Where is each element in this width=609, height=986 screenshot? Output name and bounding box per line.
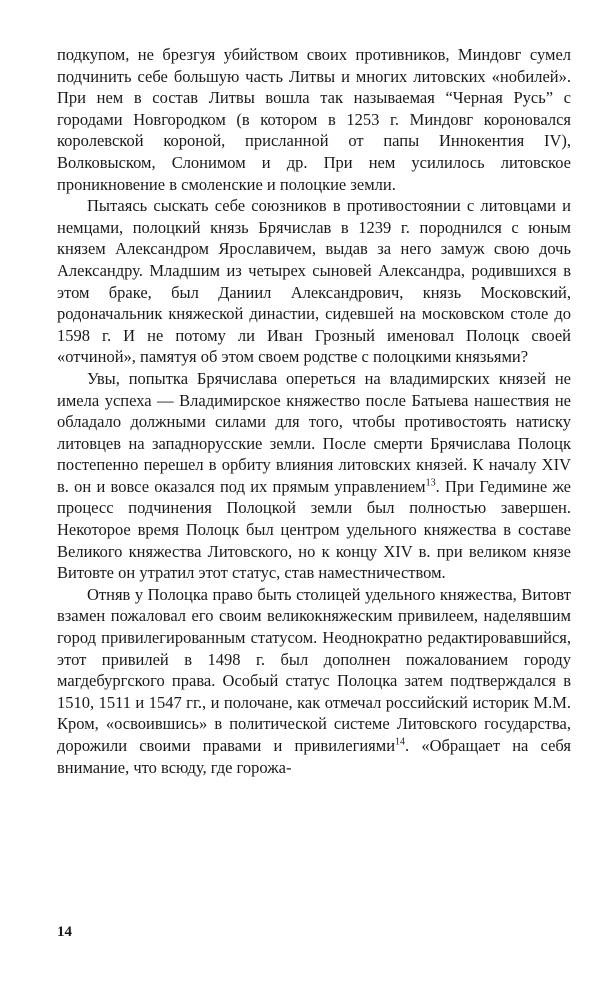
paragraph-2: [57, 195, 571, 368]
paragraph-3: [57, 368, 571, 584]
page-body: [57, 44, 571, 778]
paragraph-4-text-after: . «Обращает на себя внимание, что всюду, где горожа-: [57, 736, 571, 777]
footnote-ref-13[interactable]: 13: [425, 477, 436, 489]
paragraph-3-text-after: . При Гедимине же процесс подчинения Полоцкой земли был полностью завершен. Некоторое время Полоцк был центром удельного княжества в составе Великого княжества Литовского, но к концу XIV в. при великом князе Витовте он утратил этот статус, став наместничеством.: [57, 476, 571, 583]
paragraph-4-text: Отняв у Полоцка право быть столицей удельного княжества, Витовт взамен пожаловал его своим великокняжеским привилеем, наделявшим город привилегированным статусом. Неоднократно редактировавшийся, этот привилей в 1498 г. был дополнен пожалованием городу магдебургского права. Особый статус Полоцка затем подтверждался в 1510, 1511 и 1547 гг., и полочане, как отмечал российский историк М.М. Кром, «освоившись» в политической системе Литовского государства, дорожили своими правами и привилегиями: [57, 584, 571, 755]
paragraph-3-text: Увы, попытка Брячислава опереться на владимирских князей не имела успеха — Владимирское княжество после Батыева нашествия не обладало должными силами для того, чтобы противостоять натиску литовцев на западнорусские земли. После смерти Брячислава Полоцк постепенно перешел в орбиту влияния литовских князей. К началу XIV в. он и вовсе оказался под их прямым управлением: [57, 368, 571, 496]
paragraph-1-text: подкупом, не брезгуя убийством своих противников, Миндовг сумел подчинить себе большую часть Литвы и многих литовских «нобилей». При нем в состав Литвы вошла так называемая “Черная Русь” с городами Новгородком (в котором в 1253 г. Миндовг короновался королевской короной, присланной от папы Иннокентия IV), Волковыском, Слонимом и др. При нем усилилось литовское проникновение в смоленские и полоцкие земли.: [57, 45, 571, 194]
paragraph-2-text: Пытаясь сыскать себе союзников в противостоянии с литовцами и немцами, полоцкий князь Брячислав в 1239 г. породнился с юным князем Александром Ярославичем, выдав за него замуж свою дочь Александру. Младшим из четырех сыновей Александра, родившихся в этом браке, был Даниил Александрович, князь Московский, родоначальник княжеской династии, сидевшей на московском столе до 1598 г. И не потому ли Иван Грозный именовал Полоцк своей «отчиной», памятуя об этом своем родстве с полоцкими князьями?: [57, 196, 571, 367]
footnote-ref-14[interactable]: 14: [395, 736, 406, 748]
paragraph-4: [57, 584, 571, 778]
page-number: 14: [57, 924, 72, 940]
paragraph-1: [57, 44, 571, 195]
